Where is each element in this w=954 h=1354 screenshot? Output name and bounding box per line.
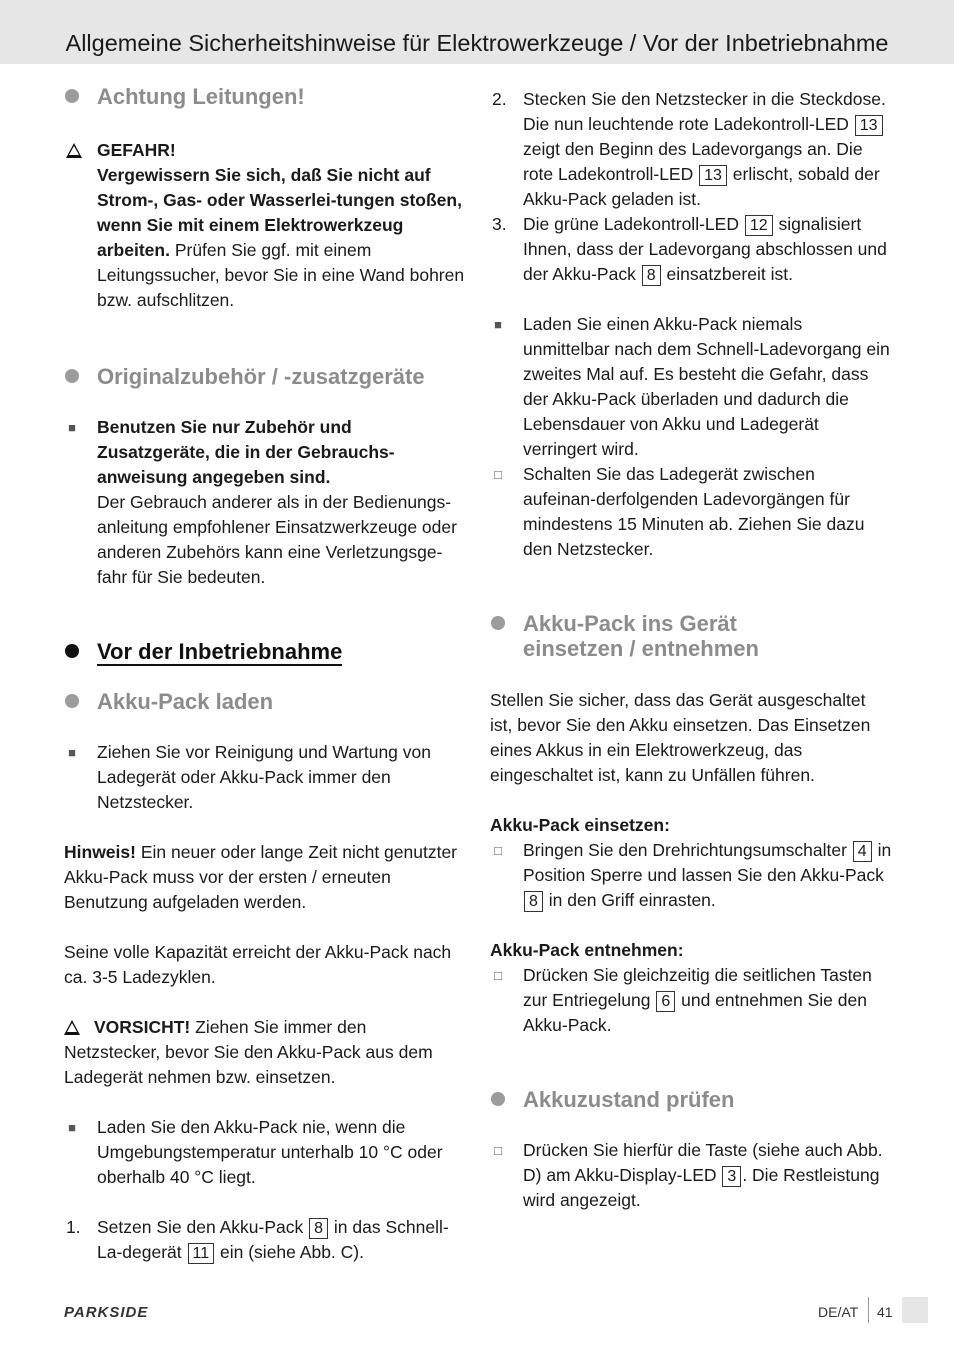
open-square-bullet-icon: □ xyxy=(494,467,502,482)
section-heading-achtung-leitungen: Achtung Leitungen! xyxy=(64,84,466,109)
section-bullet-icon xyxy=(65,369,79,383)
part-reference: 13 xyxy=(699,165,727,186)
language-code: DE/AT xyxy=(818,1304,859,1320)
list-item: □ Drücken Sie hierfür die Taste (siehe auch Abb. D) am Akku-Display-LED 3 . Die Restleistung wird angezeigt. xyxy=(490,1138,892,1213)
page-title: Allgemeine Sicherheitshinweise für Elektrowerkzeuge / Vor der Inbetriebnahme xyxy=(65,30,889,56)
numbered-step-2: 2. Stecken Sie den Netzstecker in die Steckdose. Die nun leuchtende rote Ladekontroll-LED 13 zeigt den Beginn des Ladevorgangs an. Die rote Ladekontroll-LED 13 erlischt, sobald der Akku-Pack geladen ist. xyxy=(492,89,886,209)
part-reference: 6 xyxy=(656,991,675,1012)
list-item: □ Bringen Sie den Drehrichtungsumschalter 4 in Position Sperre und lassen Sie den Akku-Pack 8 in den Griff einrasten. xyxy=(490,838,892,913)
section-bullet-icon xyxy=(491,1092,505,1106)
square-bullet-icon: ■ xyxy=(68,745,76,760)
danger-block: GEFAHR! Vergewissern Sie sich, daß Sie nicht auf Strom-, Gas- oder Wasserlei-tungen stoßen, wenn Sie mit einem Elektrowerkzeug arbeiten. Prüfen Sie ggf. mit einem Leitungssucher, bevor Sie in eine Wand bohren bzw. aufschlitzen. xyxy=(64,138,466,313)
list-item: ■ Laden Sie den Akku-Pack nie, wenn die Umgebungstemperatur unterhalb 10 °C oder oberhalb 40 °C liegt. xyxy=(64,1115,466,1190)
page-number: 41 xyxy=(877,1304,893,1320)
part-reference: 4 xyxy=(853,841,872,862)
right-column xyxy=(490,87,892,1213)
list-item: ■ Benutzen Sie nur Zubehör und Zusatzgeräte, die in der Gebrauchs-anweisung angegeben sind. Der Gebrauch anderer als in der Bedienungs-anleitung empfohlener Einsatzwerkzeuge oder anderen Zubehörs kann eine Verletzungsge-fahr für Sie bedeuten. xyxy=(64,415,466,590)
remove-label: Akku-Pack entnehmen: xyxy=(490,940,684,960)
section-heading-akku-einsetzen-entnehmen: Akku-Pack ins Gerät einsetzen / entnehmen xyxy=(490,611,892,661)
section-heading-originalzubehoer: Originalzubehör / -zusatzgeräte xyxy=(64,364,466,389)
page-header xyxy=(0,0,954,64)
section-heading-akkuzustand-pruefen: Akkuzustand prüfen xyxy=(490,1087,892,1112)
footer-marker xyxy=(902,1297,928,1323)
numbered-step-3: 3. Die grüne Ladekontroll-LED 12 signalisiert Ihnen, dass der Ladevorgang abschlossen und der Akku-Pack 8 einsatzbereit ist. xyxy=(492,214,887,284)
open-square-bullet-icon: □ xyxy=(494,843,502,858)
capacity-paragraph: Seine volle Kapazität erreicht der Akku-Pack nach ca. 3-5 Ladezyklen. xyxy=(64,942,452,987)
insert-intro-paragraph: Stellen Sie sicher, dass das Gerät ausgeschaltet ist, bevor Sie den Akku einsetzen. Das Einsetzen eines Akkus in ein Elektrowerkzeug, das eingeschaltet ist, kann zu Unfällen führen. xyxy=(490,690,871,785)
list-item: □ Drücken Sie gleichzeitig die seitlichen Tasten zur Entriegelung 6 und entnehmen Sie den Akku-Pack. xyxy=(490,963,892,1038)
section-bullet-icon xyxy=(65,644,79,658)
part-reference: 11 xyxy=(188,1243,215,1264)
insert-label: Akku-Pack einsetzen: xyxy=(490,815,670,835)
part-reference: 12 xyxy=(745,215,773,236)
caution-paragraph: VORSICHT! Ziehen Sie immer den Netzstecker, bevor Sie den Akku-Pack aus dem Ladegerät nehmen bzw. einsetzen. xyxy=(64,1017,433,1087)
list-item: ■ Ziehen Sie vor Reinigung und Wartung von Ladegerät oder Akku-Pack immer den Netzstecker. xyxy=(64,740,466,815)
part-reference: 8 xyxy=(524,891,543,912)
numbered-step-1: 1. Setzen Sie den Akku-Pack 8 in das Schnell-La-degerät 11 ein (siehe Abb. C). xyxy=(66,1217,449,1262)
parkside-logo: PARKSIDE xyxy=(64,1304,149,1321)
warning-triangle-icon xyxy=(64,1017,94,1037)
square-bullet-icon: ■ xyxy=(494,317,502,332)
section-heading-akku-pack-laden: Akku-Pack laden xyxy=(64,689,466,714)
square-bullet-icon: ■ xyxy=(68,1120,76,1135)
list-item: □ Schalten Sie das Ladegerät zwischen aufeinan-derfolgenden Ladevorgängen für mindestens 15 Minuten ab. Ziehen Sie dazu den Netzstecker. xyxy=(490,462,892,562)
open-square-bullet-icon: □ xyxy=(494,1143,502,1158)
left-column xyxy=(64,84,466,1265)
part-reference: 8 xyxy=(642,265,661,286)
part-reference: 3 xyxy=(722,1166,741,1187)
section-bullet-icon xyxy=(65,694,79,708)
section-bullet-icon xyxy=(65,89,79,103)
part-reference: 13 xyxy=(855,115,883,136)
section-heading-vor-der-inbetriebnahme: Vor der Inbetriebnahme xyxy=(64,639,466,664)
list-item: ■ Laden Sie einen Akku-Pack niemals unmittelbar nach dem Schnell-Ladevorgang ein zweites Mal auf. Es besteht die Gefahr, dass der Akku-Pack überladen und dadurch die Lebensdauer von Akku und Ladegerät verringert wird. xyxy=(490,312,892,462)
open-square-bullet-icon: □ xyxy=(494,968,502,983)
part-reference: 8 xyxy=(309,1218,328,1239)
warning-triangle-icon xyxy=(66,138,96,163)
hint-paragraph: Hinweis! Ein neuer oder lange Zeit nicht genutzter Akku-Pack muss vor der ersten / erneuten Benutzung aufgeladen werden. xyxy=(64,842,458,912)
footer-divider xyxy=(868,1297,869,1323)
section-bullet-icon xyxy=(491,616,505,630)
square-bullet-icon: ■ xyxy=(68,420,76,435)
